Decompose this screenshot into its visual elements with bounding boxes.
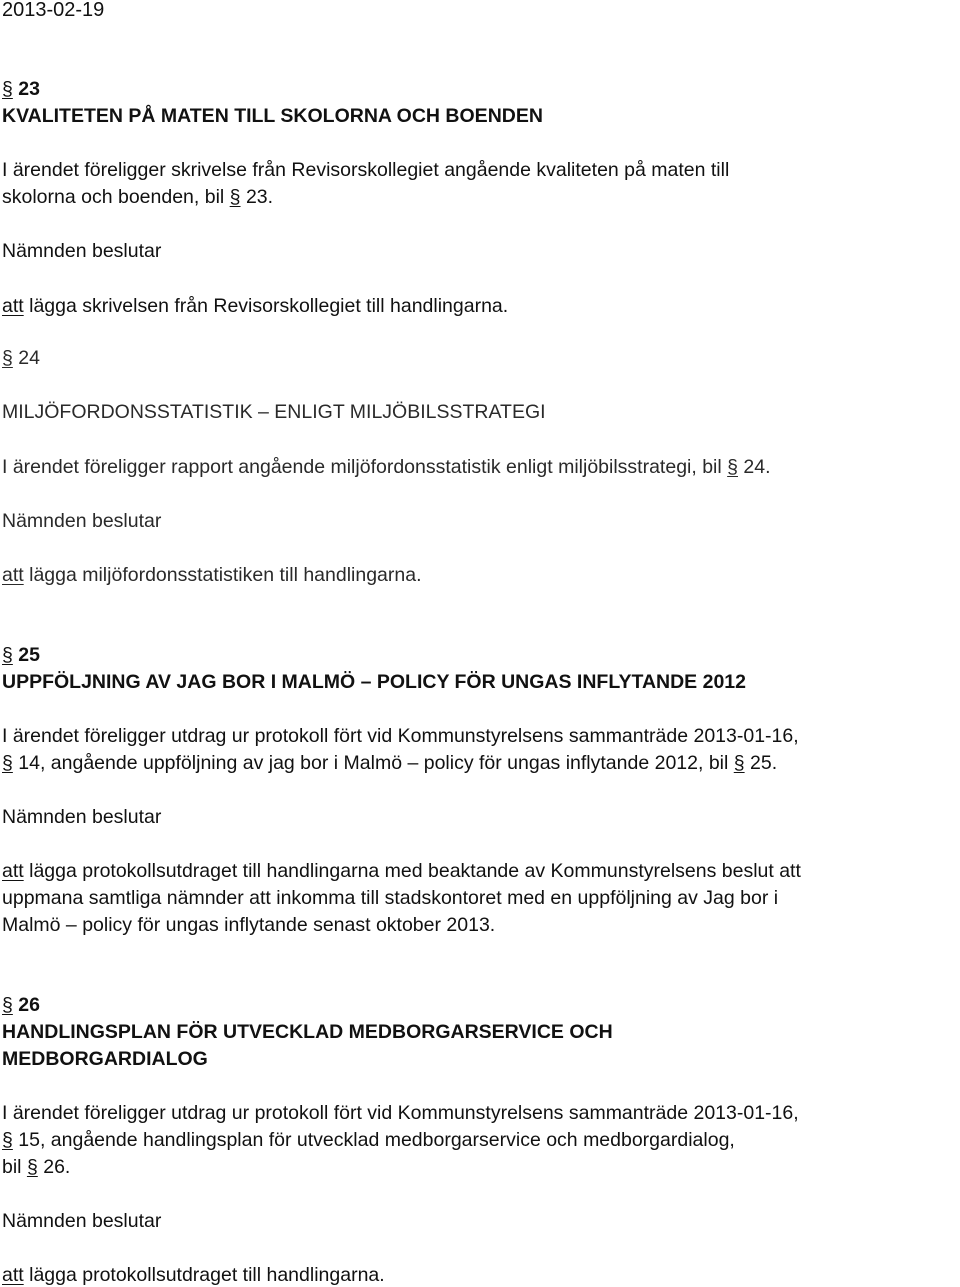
item-24-title: MILJÖFORDONSSTATISTIK – ENLIGT MILJÖBILSSTRATEGI bbox=[2, 401, 546, 423]
decision-text: att lägga skrivelsen från Revisorskollegiet till handlingarna. bbox=[2, 295, 509, 317]
section-sign: § bbox=[2, 78, 13, 100]
section-sign: § bbox=[2, 644, 13, 666]
decision-text: uppmana samtliga nämnder att inkomma till stadskontoret med en uppföljning av Jag bor i bbox=[2, 887, 779, 909]
decision-heading: Nämnden beslutar bbox=[2, 806, 162, 828]
item-number: 26 bbox=[18, 994, 40, 1016]
item-26-title: HANDLINGSPLAN FÖR UTVECKLAD MEDBORGARSERVICE OCH bbox=[2, 1021, 613, 1043]
item-26-title: MEDBORGARDIALOG bbox=[2, 1048, 208, 1070]
item-number: 23 bbox=[18, 78, 40, 100]
document-date: 2013-02-19 bbox=[2, 0, 105, 21]
decision-text: att lägga protokollsutdraget till handlingarna med beaktande av Kommunstyrelsens beslut att bbox=[2, 860, 801, 882]
item-25-title: UPPFÖLJNING AV JAG BOR I MALMÖ – POLICY FÖR UNGAS INFLYTANDE 2012 bbox=[2, 671, 746, 693]
item-number: 24 bbox=[18, 347, 40, 369]
decision-heading: Nämnden beslutar bbox=[2, 240, 162, 262]
item-25-body-line: § 14, angående uppföljning av jag bor i Malmö – policy för ungas inflytande 2012, bil § 25. bbox=[2, 752, 778, 774]
item-24-number-line bbox=[2, 346, 40, 370]
section-sign: § bbox=[2, 347, 13, 369]
decision-heading: Nämnden beslutar bbox=[2, 510, 162, 532]
item-23-body-line: I ärendet föreligger skrivelse från Revisorskollegiet angående kvaliteten på maten till bbox=[2, 159, 730, 181]
item-25-body-line: I ärendet föreligger utdrag ur protokoll fört vid Kommunstyrelsens sammanträde 2013-01-16, bbox=[2, 725, 799, 747]
section-sign: § bbox=[2, 994, 13, 1016]
item-23-number-line bbox=[2, 77, 40, 101]
decision-text: Malmö – policy för ungas inflytande senast oktober 2013. bbox=[2, 914, 496, 936]
item-26-number-line bbox=[2, 993, 40, 1017]
item-26-body-line: I ärendet föreligger utdrag ur protokoll fört vid Kommunstyrelsens sammanträde 2013-01-16, bbox=[2, 1102, 799, 1124]
decision-text: att lägga protokollsutdraget till handlingarna. bbox=[2, 1264, 385, 1286]
decision-text: att lägga miljöfordonsstatistiken till handlingarna. bbox=[2, 564, 422, 586]
item-24-body-line: I ärendet föreligger rapport angående miljöfordonsstatistik enligt miljöbilsstrategi, bil § 24. bbox=[2, 456, 771, 478]
item-26-body-line: bil § 26. bbox=[2, 1156, 71, 1178]
item-23-title: KVALITETEN PÅ MATEN TILL SKOLORNA OCH BOENDEN bbox=[2, 105, 543, 127]
item-number: 25 bbox=[18, 644, 40, 666]
item-26-body-line: § 15, angående handlingsplan för utvecklad medborgarservice och medborgardialog, bbox=[2, 1129, 735, 1151]
item-25-number-line bbox=[2, 643, 40, 667]
item-23-body-line: skolorna och boenden, bil § 23. bbox=[2, 186, 274, 208]
decision-heading: Nämnden beslutar bbox=[2, 1210, 162, 1232]
